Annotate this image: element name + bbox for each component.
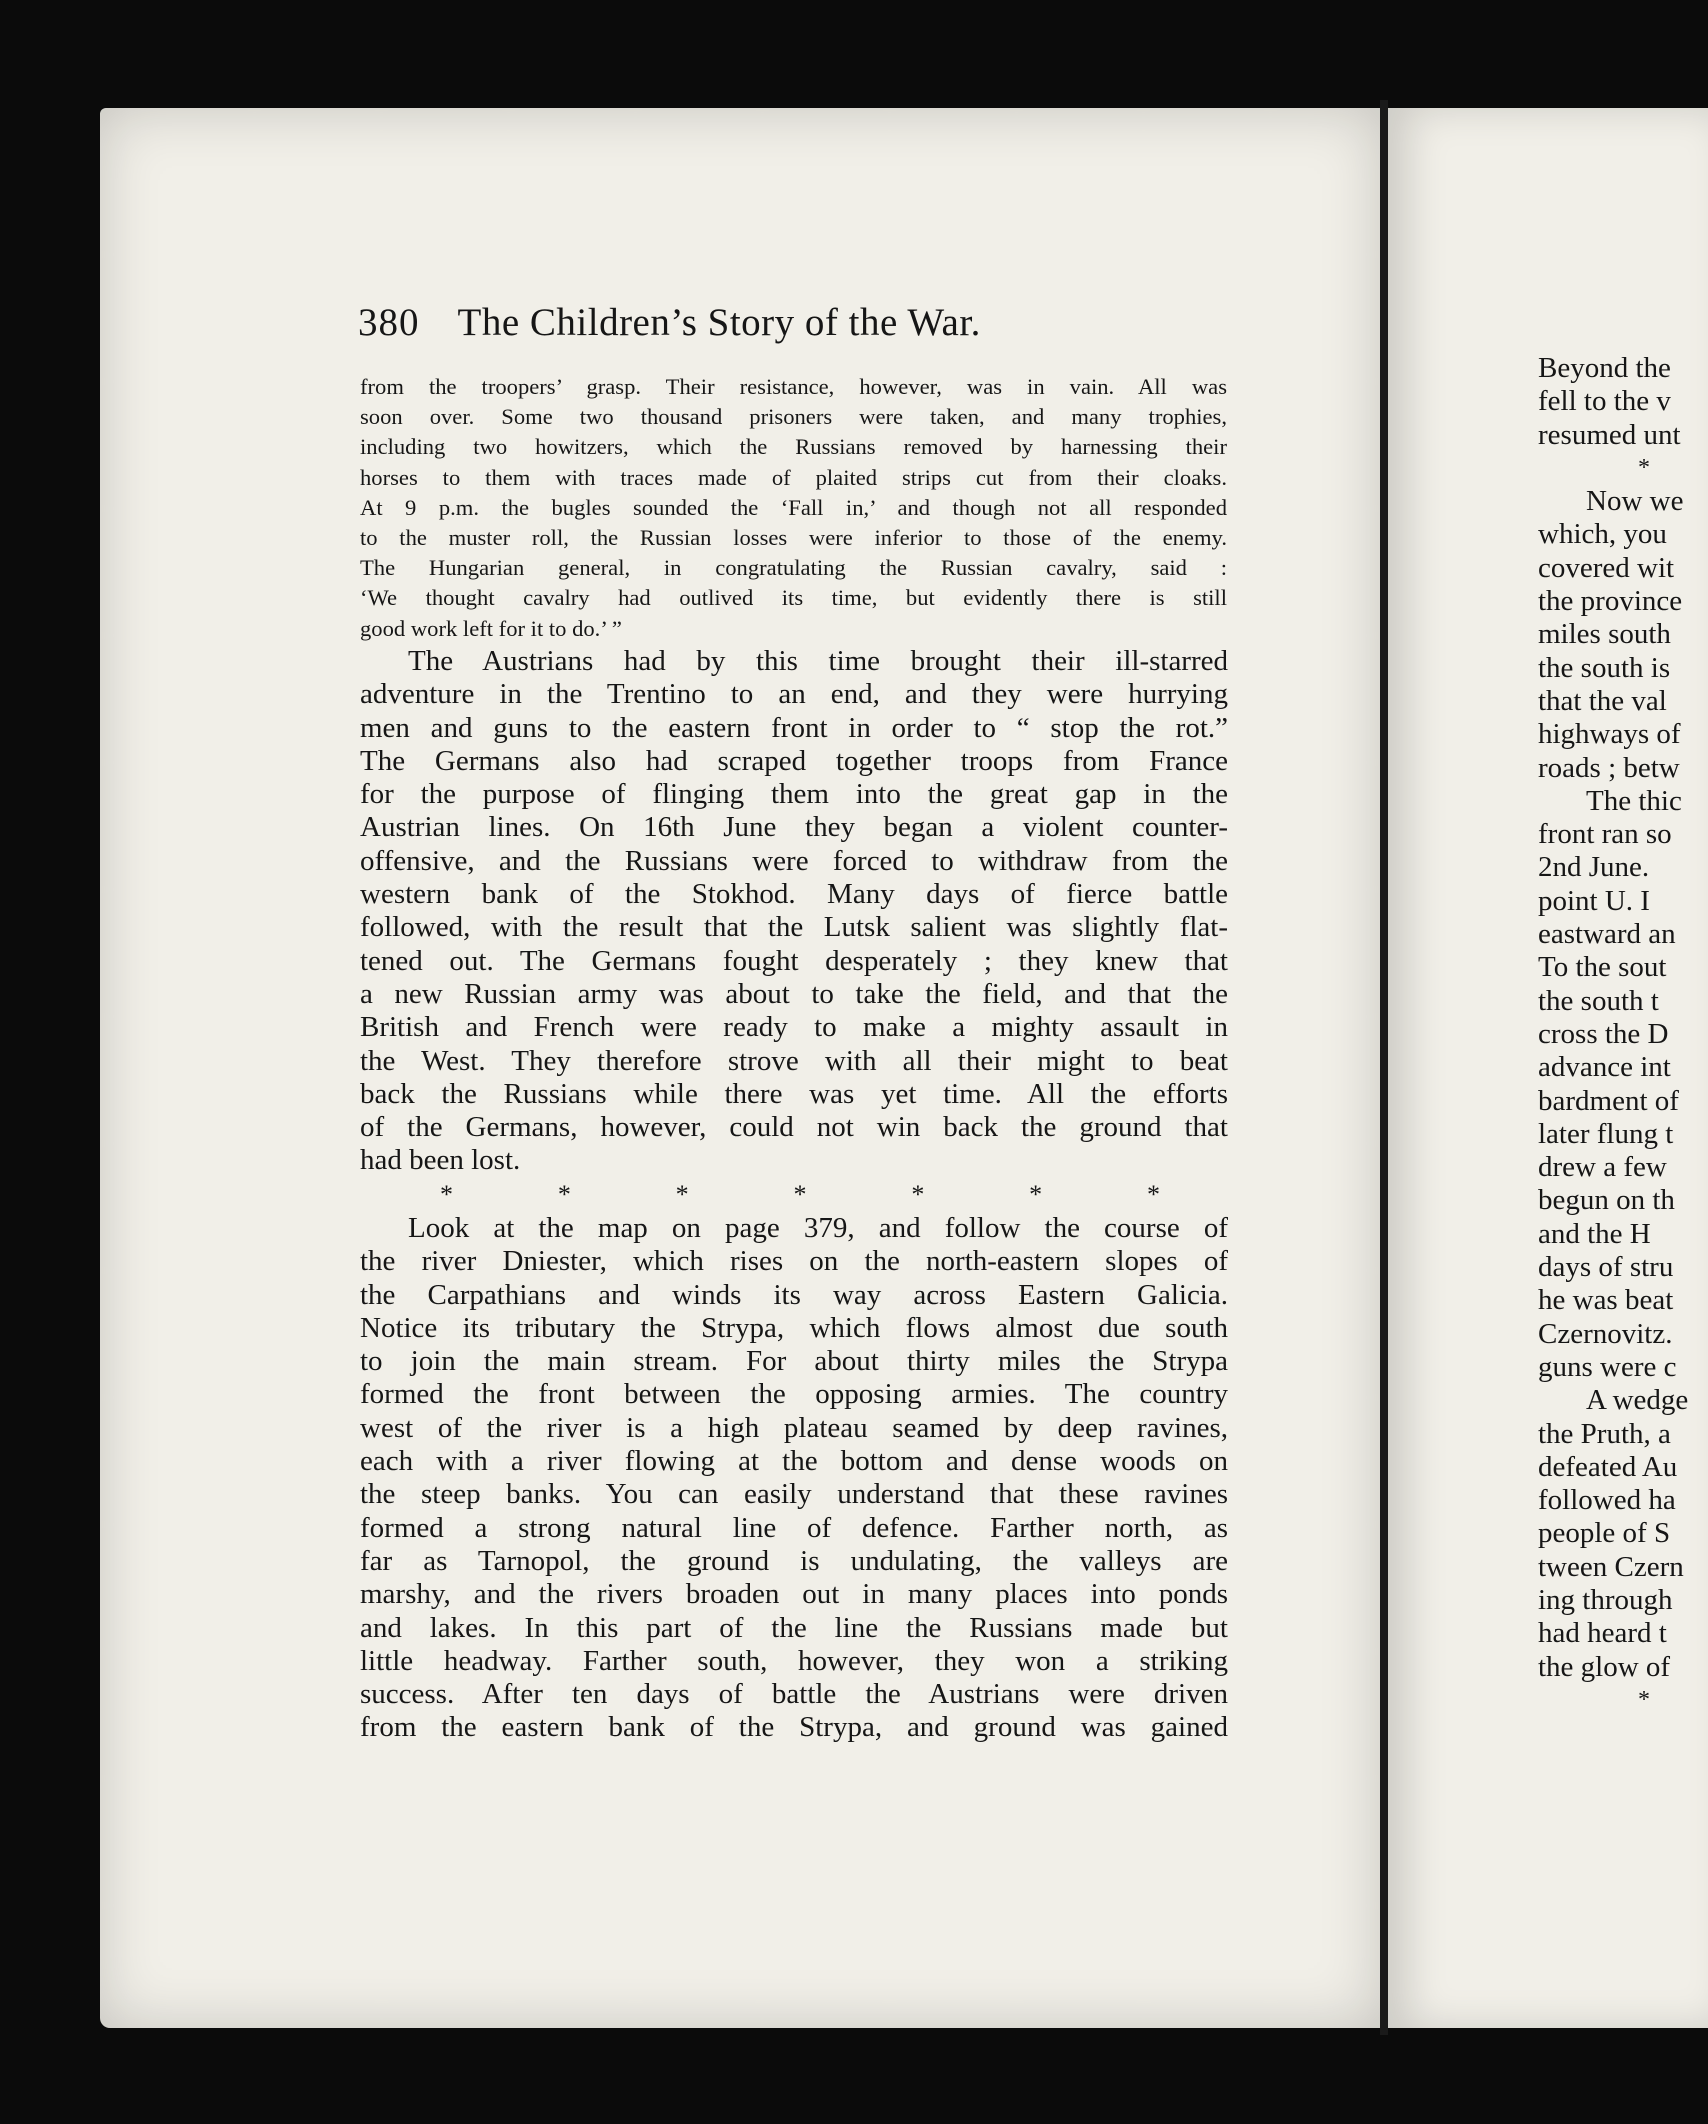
paragraph-austrians — [360, 645, 1228, 1178]
quote-line: soon over. Some two thousand prisoners were taken, and many trophies, — [360, 404, 1227, 430]
separator-asterisk: * — [557, 1180, 571, 1209]
right-page-line: eastward an — [1538, 918, 1676, 951]
right-page-line: A wedge — [1586, 1384, 1689, 1417]
right-page-line: fell to the v — [1538, 385, 1671, 418]
quote-line: The Hungarian general, in congratulating the Russian cavalry, said : — [360, 555, 1227, 581]
quote-line: to the muster roll, the Russian losses were inferior to those of the enemy. — [360, 524, 1227, 550]
right-page-line: The thic — [1586, 784, 1682, 817]
paragraph-line: and lakes. In this part of the line the Russians made but — [360, 1611, 1228, 1644]
right-page-line: later flung t — [1538, 1117, 1674, 1150]
right-page-line: highways of — [1538, 718, 1681, 751]
quote-line: At 9 p.m. the bugles sounded the ‘Fall in,’ and though not all responded — [360, 494, 1227, 520]
quote-line: from the troopers’ grasp. Their resistance, however, was in vain. All was — [360, 374, 1227, 399]
right-page-line: covered wit — [1538, 551, 1675, 584]
right-page-separator: * — [1638, 1686, 1650, 1713]
right-page-line: had heard t — [1538, 1617, 1667, 1650]
right-page-line: that the val — [1538, 684, 1667, 717]
right-page-line: the Pruth, a — [1538, 1417, 1671, 1450]
separator-asterisk: * — [793, 1180, 807, 1209]
right-page-line: cross the D — [1538, 1017, 1669, 1050]
right-page-line: which, you — [1538, 518, 1667, 551]
right-page-line: days of stru — [1538, 1251, 1674, 1284]
paragraph-line: adventure in the Trentino to an end, and they were hurrying — [360, 678, 1228, 711]
right-page-line: 2nd June. — [1538, 851, 1650, 884]
running-title: The Children’s Story of the War. — [457, 301, 981, 344]
paragraph-line: to join the main stream. For about thirty miles the Strypa — [360, 1345, 1228, 1378]
paragraph-line: formed the front between the opposing armies. The country — [360, 1378, 1228, 1411]
right-page-separator: * — [1638, 454, 1650, 481]
paragraph-line: British and French were ready to make a mighty assault in — [360, 1011, 1228, 1044]
paragraph-line: little headway. Farther south, however, they won a striking — [360, 1644, 1228, 1677]
paragraph-line: of the Germans, however, could not win back the ground that — [360, 1111, 1228, 1144]
paragraph-line: far as Tarnopol, the ground is undulating, the valleys are — [360, 1544, 1228, 1577]
paragraph-dniester — [360, 1212, 1228, 1745]
quote-line: good work left for it to do.’ ” — [360, 615, 622, 641]
paragraph-line: men and guns to the eastern front in order to “ stop the rot.” — [360, 711, 1228, 744]
right-page-line: the province — [1538, 585, 1683, 618]
paragraph-line: the Carpathians and winds its way across Eastern Galicia. — [360, 1278, 1228, 1311]
paragraph-line: had been lost. — [360, 1144, 521, 1177]
paragraph-line: western bank of the Stokhod. Many days of fierce battle — [360, 878, 1228, 911]
right-page-line: miles south — [1538, 618, 1671, 651]
right-page-line: front ran so — [1538, 818, 1672, 851]
page-header — [358, 300, 1238, 360]
separator-asterisk: * — [911, 1180, 925, 1209]
paragraph-line: Austrian lines. On 16th June they began a violent counter- — [360, 811, 1228, 844]
section-separator — [440, 1180, 1160, 1210]
right-page-line: advance int — [1538, 1051, 1671, 1084]
paragraph-line: west of the river is a high plateau seamed by deep ravines, — [360, 1411, 1228, 1444]
right-page-line: To the sout — [1538, 951, 1667, 984]
right-page-line: tween Czern — [1538, 1550, 1684, 1583]
paragraph-line: Look at the map on page 379, and follow the course of — [408, 1212, 1228, 1244]
paragraph-line: the steep banks. You can easily understand that these ravines — [360, 1478, 1228, 1511]
right-page-line: ing through — [1538, 1583, 1673, 1616]
separator-asterisk: * — [1029, 1180, 1043, 1209]
paragraph-line: back the Russians while there was yet time. All the efforts — [360, 1077, 1228, 1110]
separator-asterisk: * — [675, 1180, 689, 1209]
right-page-line: Beyond the — [1538, 352, 1671, 384]
right-page-text — [1538, 352, 1688, 1717]
right-page-line: he was beat — [1538, 1284, 1674, 1317]
paragraph-line: success. After ten days of battle the Austrians were driven — [360, 1678, 1228, 1711]
right-page-line: the south is — [1538, 651, 1671, 684]
right-page-line: begun on th — [1538, 1184, 1675, 1217]
paragraph-line: Notice its tributary the Strypa, which flows almost due south — [360, 1311, 1228, 1344]
right-page-line: Now we — [1586, 485, 1684, 518]
right-page-line: drew a few — [1538, 1151, 1667, 1184]
right-page-line: defeated Au — [1538, 1450, 1678, 1483]
separator-asterisk: * — [1146, 1180, 1160, 1209]
paragraph-line: The Austrians had by this time brought their ill-starred — [408, 645, 1228, 677]
paragraph-line: formed a strong natural line of defence. Farther north, as — [360, 1511, 1228, 1544]
right-page-line: the glow of — [1538, 1650, 1671, 1683]
right-page-line: guns were c — [1538, 1350, 1677, 1383]
right-page-line: followed ha — [1538, 1484, 1676, 1517]
quote-line: horses to them with traces made of plaited strips cut from their cloaks. — [360, 464, 1227, 490]
paragraph-line: The Germans also had scraped together troops from France — [360, 744, 1228, 777]
paragraph-line: marshy, and the rivers broaden out in many places into ponds — [360, 1578, 1228, 1611]
paragraph-line: for the purpose of flinging them into the great gap in the — [360, 778, 1228, 811]
paragraph-line: from the eastern bank of the Strypa, and ground was gained — [360, 1711, 1228, 1744]
right-page-line: roads ; betw — [1538, 751, 1680, 784]
separator-asterisk: * — [440, 1180, 453, 1209]
right-page-line: people of S — [1538, 1517, 1671, 1550]
paragraph-line: the river Dniester, which rises on the north-eastern slopes of — [360, 1245, 1228, 1278]
right-page-line: point U. I — [1538, 884, 1650, 917]
paragraph-line: tened out. The Germans fought desperately ; they knew that — [360, 944, 1228, 977]
paragraph-line: the West. They therefore strove with all their might to beat — [360, 1044, 1228, 1077]
book-gutter — [1380, 100, 1388, 2035]
paragraph-line: offensive, and the Russians were forced to withdraw from the — [360, 844, 1228, 877]
right-page-line: and the H — [1538, 1217, 1651, 1250]
paragraph-line: followed, with the result that the Lutsk salient was slightly flat- — [360, 911, 1228, 944]
quote-line: ‘We thought cavalry had outlived its time, but evidently there is still — [360, 585, 1227, 611]
paragraph-line: a new Russian army was about to take the field, and that the — [360, 977, 1228, 1010]
quoted-passage — [360, 372, 1227, 644]
quote-line: including two howitzers, which the Russians removed by harnessing their — [360, 434, 1227, 460]
right-page-line: Czernovitz. — [1538, 1317, 1673, 1350]
right-page-line: resumed unt — [1538, 418, 1681, 451]
page-number: 380 — [358, 301, 420, 344]
right-page-line: the south t — [1538, 984, 1659, 1017]
right-page-line: bardment of — [1538, 1084, 1679, 1117]
paragraph-line: each with a river flowing at the bottom and dense woods on — [360, 1445, 1228, 1478]
